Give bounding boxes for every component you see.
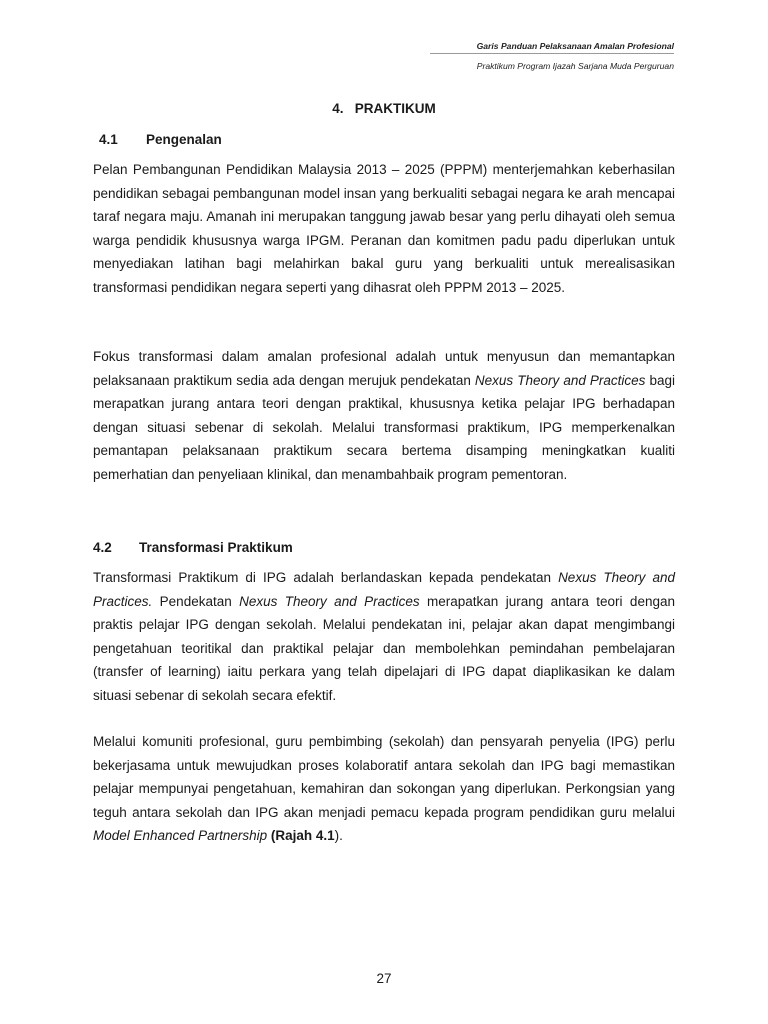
- text-run: Transformasi Praktikum di IPG adalah berlandaskan kepada pendekatan: [93, 570, 559, 585]
- section-title: Transformasi Praktikum: [139, 540, 293, 555]
- text-run: Fokus transformasi dalam amalan profesional adalah untuk menyusun dan memantapkan pelaksanaan praktikum sedia ada dengan merujuk pendekatan: [93, 349, 675, 388]
- chapter-title: 4. PRAKTIKUM: [332, 101, 436, 116]
- running-header-title: Garis Panduan Pelaksanaan Amalan Profesional: [476, 41, 674, 51]
- italic-term: Nexus Theory and Practices: [474, 372, 646, 388]
- figure-reference: (Rajah 4.1: [270, 828, 335, 843]
- page-number: 27: [376, 971, 392, 986]
- paragraph-pengenalan-2: [93, 345, 675, 486]
- italic-term: Nexus Theory and Practices.: [93, 570, 676, 609]
- paragraph-transformasi-1: [93, 566, 675, 707]
- italic-term: Model Enhanced Partnership: [93, 828, 268, 843]
- header-divider: [430, 53, 674, 54]
- text-run: bagi merapatkan jurang antara teori dengan praktikal, khususnya ketika pelajar IPG berhadapan dengan situasi sebenar di sekolah. Melalui transformasi praktikum, IPG memperkenalkan pemantapan pelaksanaan praktikum secara bertema disamping meningkatkan kualiti pemerhatian dan penyeliaan klinikal, dan menambahbaik program pementoran.: [93, 372, 676, 482]
- paragraph-transformasi-2: [93, 730, 675, 848]
- paragraph-pengenalan-1: Pelan Pembangunan Pendidikan Malaysia 2013 – 2025 (PPPM) menterjemahkan keberhasilan pendidikan sebagai pembangunan model insan yang berkualiti sebagai negara ke arah mencapai taraf negara maju. Amanah ini merupakan tanggung jawab besar yang perlu dihayati oleh semua warga pendidik khususnya warga IPGM. Peranan dan komitmen padu padu diperlukan untuk menyediakan latihan bagi melahirkan bakal guru yang berkualiti untuk merealisasikan transformasi pendidikan negara seperti yang dihasrat oleh PPPM 2013 – 2025.: [93, 162, 675, 295]
- section-number: 4.1: [99, 132, 118, 147]
- italic-term: Nexus Theory and Practices: [239, 593, 420, 609]
- section-title: Pengenalan: [146, 132, 222, 147]
- text-run: Pendekatan: [152, 593, 240, 609]
- text-run: merapatkan jurang antara teori dengan praktis pelajar IPG dengan sekolah. Melalui pendekatan ini, pelajar akan dapat mengimbangi pengetahuan teoritikal dan praktikal pelajar dan membolehkan pemindahan pembelajaran (transfer of learning) iaitu perkara yang telah dipelajari di IPG dapat diaplikasikan ke dalam situasi sebenar di sekolah secara efektif.: [93, 593, 675, 703]
- running-header-subtitle: Praktikum Program Ijazah Sarjana Muda Perguruan: [476, 61, 674, 71]
- text-run: ).: [334, 828, 343, 843]
- section-number: 4.2: [93, 540, 112, 555]
- text-run: Melalui komuniti profesional, guru pembimbing (sekolah) dan pensyarah penyelia (IPG) perlu bekerjasama untuk mewujudkan proses kolaboratif antara sekolah dan IPG bagi memastikan pelajar mempunyai pengetahuan, kemahiran dan sokongan yang diperlukan. Perkongsian yang teguh antara sekolah dan IPG akan menjadi pemacu kepada program pendidikan guru melalui: [93, 734, 675, 820]
